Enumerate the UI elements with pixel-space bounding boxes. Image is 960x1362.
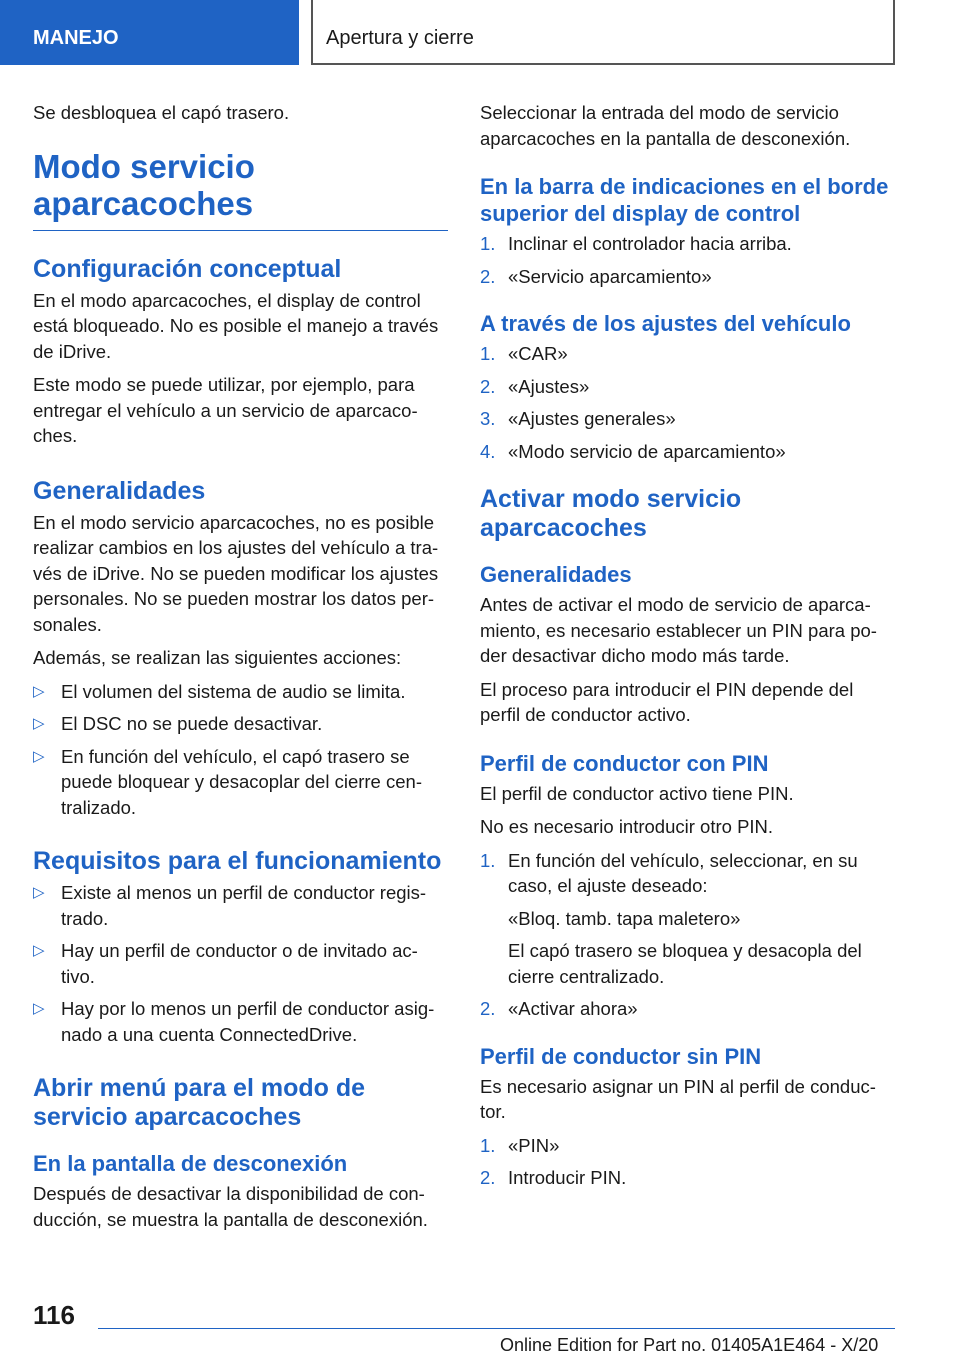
- screen-paragraph-continued: Seleccionar la entrada del modo de servicio aparcacoches en la pantalla de desconexión.: [480, 102, 851, 149]
- list-item: 1. Inclinar el controlador hacia arriba.: [480, 233, 792, 254]
- chapter-title: Apertura y cierre: [311, 0, 895, 65]
- settings-heading: A través de los ajustes del vehículo: [480, 311, 851, 336]
- main-title: Modo servicio aparcacoches: [33, 148, 448, 231]
- generalidades-paragraph: El proceso para introducir el PIN depende del perfil de conductor activo.: [480, 678, 854, 725]
- list-item: 2. Introducir PIN.: [480, 1167, 627, 1188]
- concept-heading: Configuración conceptual: [33, 254, 342, 283]
- actions-list: [33, 679, 448, 821]
- list-item: ▷ El volumen del sistema de audio se limita.: [33, 679, 448, 705]
- pin-paragraph: El perfil de conductor activo tiene PIN.: [480, 782, 794, 804]
- left-column: [33, 100, 448, 1240]
- nopin-heading: Perfil de conductor sin PIN: [480, 1043, 762, 1069]
- list-item: 2. «Servicio aparcamiento»: [480, 265, 712, 287]
- bar-heading: En la barra de indicaciones en el borde superior del display de control: [480, 174, 889, 226]
- list-item: 4. «Modo servicio de aparcamiento»: [480, 440, 786, 462]
- screen-heading: En la pantalla de desconexión: [33, 1151, 348, 1176]
- list-item: ▷ El DSC no se puede desactivar.: [33, 711, 448, 737]
- triangle-bullet-icon: ▷: [33, 715, 45, 732]
- generalidades-paragraph: Antes de activar el modo de servicio de aparca-miento, es necesario establecer un PIN para po-der desactivar dicho modo más tarde.: [480, 594, 877, 666]
- nopin-steps: [480, 1133, 895, 1191]
- list-item: 2. «Ajustes»: [480, 375, 590, 397]
- list-item: ▷ Hay un perfil de conductor o de invitado ac-tivo.: [33, 940, 418, 987]
- pin-paragraph: No es necesario introducir otro PIN.: [480, 816, 774, 837]
- settings-steps: [480, 341, 895, 464]
- menu-heading: Abrir menú para el modo de servicio aparcacoches: [33, 1074, 366, 1131]
- list-item: 3. «Ajustes generales»: [480, 408, 676, 429]
- activate-heading: Activar modo servicio aparcacoches: [480, 485, 742, 542]
- generalidades-heading: Generalidades: [480, 562, 632, 587]
- page-number: 116: [33, 1300, 75, 1330]
- footer-divider: [98, 1328, 895, 1329]
- triangle-bullet-icon: ▷: [33, 682, 45, 700]
- list-item: 1. «PIN»: [480, 1134, 560, 1156]
- right-column: [480, 100, 895, 1198]
- general-paragraph: En el modo servicio aparcacoches, no es posible realizar cambios en los ajustes del vehículo a tra-vés de iDrive. No se pueden modificar los ajustes personales. No se pueden mostrar los datos per-sonales.: [33, 511, 439, 635]
- requirements-heading: Requisitos para el funcionamiento: [33, 847, 442, 875]
- bar-steps: [480, 231, 895, 289]
- general-heading: Generalidades: [33, 476, 206, 505]
- screen-paragraph: Después de desactivar la disponibilidad de con-ducción, se muestra la pantalla de desconexión.: [33, 1183, 428, 1230]
- footer-edition: Online Edition for Part no. 01405A1E464 - X/20: [500, 1335, 879, 1355]
- triangle-bullet-icon: ▷: [33, 942, 45, 959]
- nopin-paragraph: Es necesario asignar un PIN al perfil de conduc-tor.: [480, 1075, 876, 1122]
- intro-text: Se desbloquea el capó trasero.: [33, 102, 290, 123]
- section-tab: MANEJO: [0, 0, 299, 65]
- triangle-bullet-icon: ▷: [33, 1000, 45, 1017]
- list-item: ▷ En función del vehículo, el capó trasero se puede bloquear y desacoplar del cierre cen-tralizado.: [33, 745, 422, 818]
- concept-paragraph: En el modo aparcacoches, el display de control está bloqueado. No es posible el manejo a través de iDrive.: [33, 289, 439, 362]
- list-item: ▷ Existe al menos un perfil de conductor regis-trado.: [33, 882, 427, 929]
- list-item: 1. «CAR»: [480, 343, 568, 364]
- general-paragraph: Además, se realizan las siguientes acciones:: [33, 647, 402, 668]
- requirements-list: [33, 880, 448, 1047]
- triangle-bullet-icon: ▷: [33, 884, 45, 901]
- pin-heading: Perfil de conductor con PIN: [480, 750, 769, 776]
- list-item: 2. «Activar ahora»: [480, 998, 638, 1019]
- concept-paragraph: Este modo se puede utilizar, por ejemplo, para entregar el vehículo a un servicio de aparcaco-ches.: [33, 374, 418, 446]
- pin-steps: [480, 848, 895, 1022]
- list-item: ▷ Hay por lo menos un perfil de conductor asig-nado a una cuenta ConnectedDrive.: [33, 998, 435, 1045]
- triangle-bullet-icon: ▷: [33, 747, 45, 765]
- list-item: 1. En función del vehículo, seleccionar, en su caso, el ajuste deseado: «Bloq. tamb. tapa maletero» El capó trasero se bloquea y desacopla del cierre centralizado.: [480, 849, 862, 987]
